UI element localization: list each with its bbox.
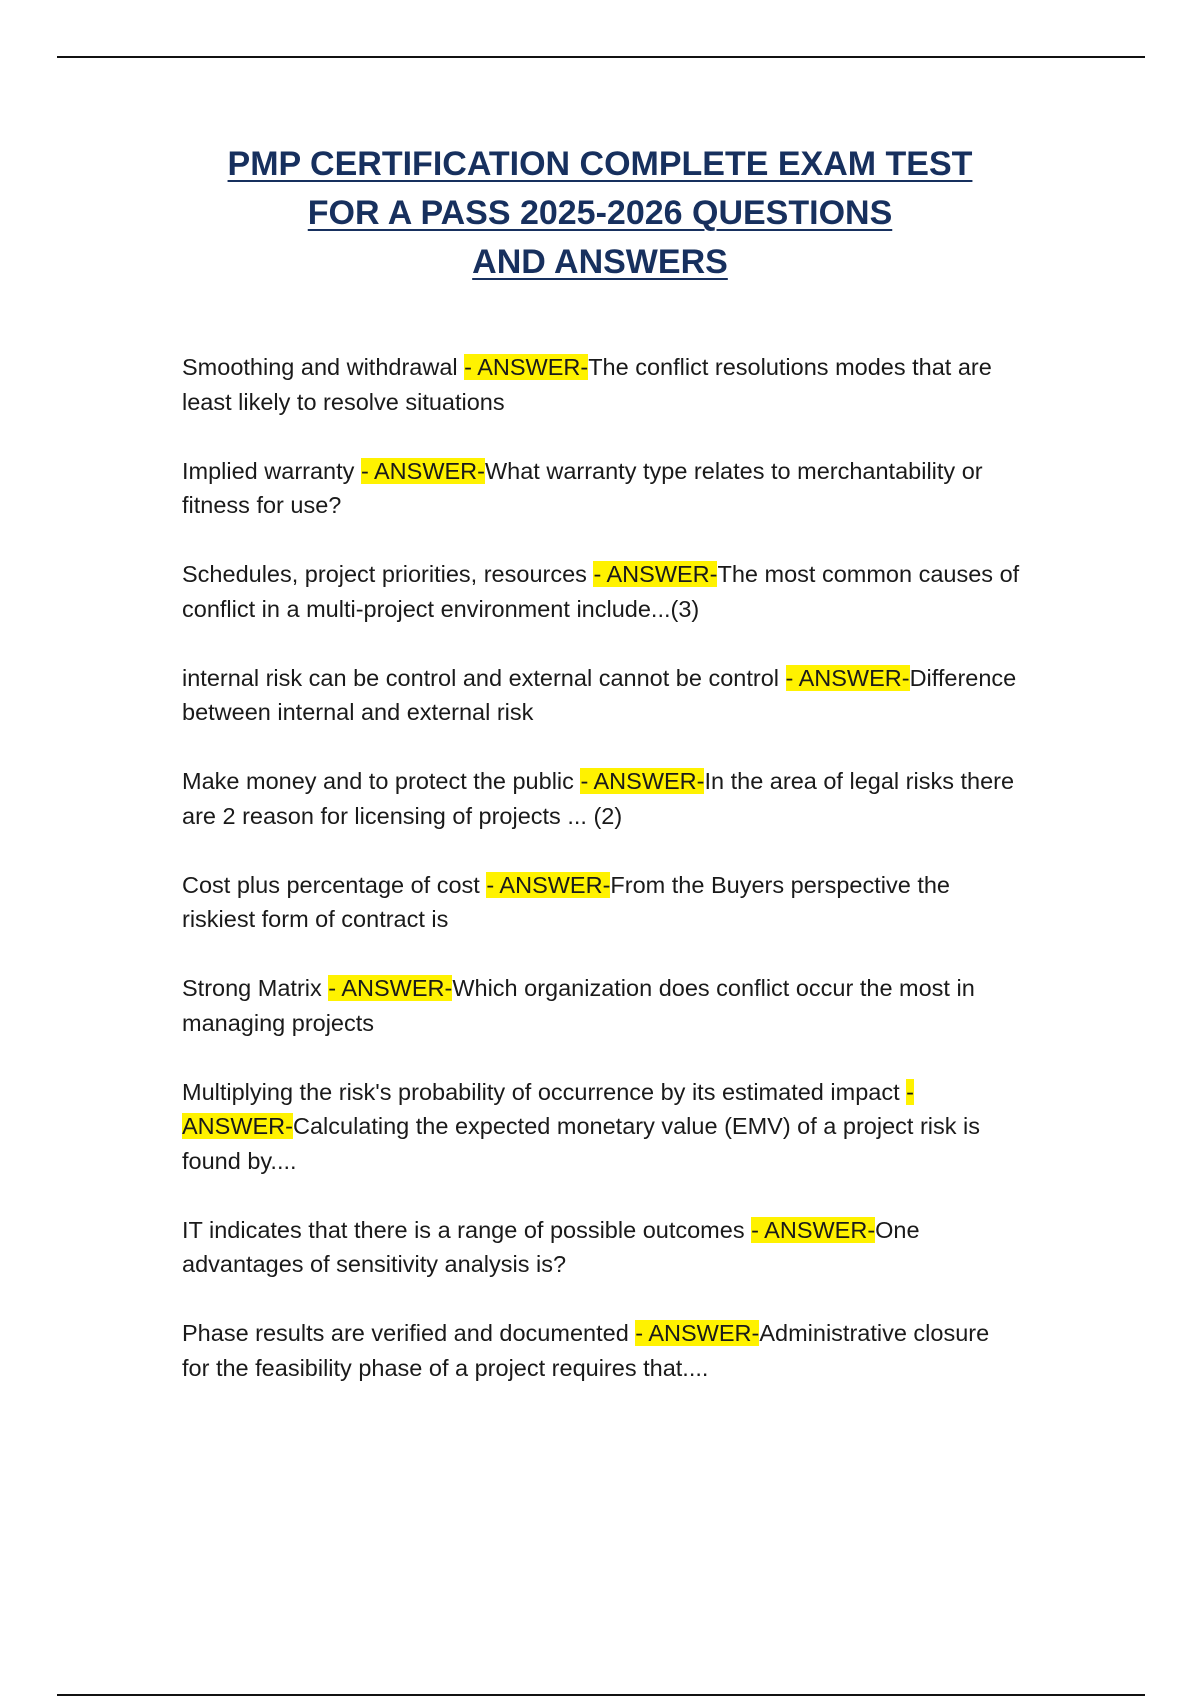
answer-marker: - ANSWER- xyxy=(593,561,718,587)
qa-item xyxy=(182,1316,1022,1385)
answer-text: internal risk can be control and external cannot be control xyxy=(182,664,779,691)
qa-item xyxy=(182,454,1022,523)
qa-item xyxy=(182,971,1022,1040)
question-text: In the area of legal risks there are 2 reason for licensing of projects ... (2) xyxy=(182,768,1015,829)
answer-marker: - ANSWER- xyxy=(182,1078,914,1139)
question-text: Which organization does conflict occur the most in managing projects xyxy=(182,975,975,1036)
question-text: From the Buyers perspective the riskiest form of contract is xyxy=(182,871,950,932)
question-text: Calculating the expected monetary value (EMV) of a project risk is found by.... xyxy=(182,1113,981,1174)
question-text: Difference between internal and external risk xyxy=(182,664,1017,725)
question-text: The conflict resolutions modes that are least likely to resolve situations xyxy=(182,354,992,415)
answer-marker: - ANSWER- xyxy=(486,871,611,898)
question-text: Administrative closure for the feasibility phase of a project requires that.... xyxy=(182,1320,990,1381)
question-text: One advantages of sensitivity analysis is? xyxy=(182,1216,920,1277)
answer-text: Implied warranty xyxy=(182,457,355,484)
answer-text: Cost plus percentage of cost xyxy=(182,871,480,898)
qa-list xyxy=(182,350,1022,1420)
answer-text: Make money and to protect the public xyxy=(182,768,574,794)
qa-item xyxy=(182,350,1022,419)
question-text: What warranty type relates to merchantability or fitness for use? xyxy=(182,457,983,518)
qa-item xyxy=(182,868,1022,937)
top-rule xyxy=(57,56,1145,58)
document-title xyxy=(100,140,1100,287)
answer-text: Phase results are verified and documented xyxy=(182,1320,629,1346)
answer-text: Smoothing and withdrawal xyxy=(182,354,458,380)
answer-marker: - ANSWER- xyxy=(751,1216,876,1243)
title-line-3: AND ANSWERS xyxy=(472,243,728,281)
qa-item xyxy=(182,557,1022,626)
answer-marker: - ANSWER- xyxy=(785,664,910,691)
question-text: The most common causes of conflict in a multi-project environment include...(3) xyxy=(182,561,1020,622)
answer-text: Schedules, project priorities, resources xyxy=(182,561,587,587)
answer-text: Multiplying the risk's probability of occurrence by its estimated impact xyxy=(182,1078,900,1105)
answer-text: IT indicates that there is a range of possible outcomes xyxy=(182,1216,745,1243)
answer-marker: - ANSWER- xyxy=(328,975,453,1001)
qa-item xyxy=(182,1075,1022,1179)
answer-marker: - ANSWER- xyxy=(360,457,485,484)
qa-item xyxy=(182,764,1022,833)
title-line-1: PMP CERTIFICATION COMPLETE EXAM TEST xyxy=(227,145,973,183)
answer-text: Strong Matrix xyxy=(182,975,322,1001)
qa-item xyxy=(182,1213,1022,1282)
answer-marker: - ANSWER- xyxy=(580,768,705,794)
title-line-2: FOR A PASS 2025-2026 QUESTIONS xyxy=(307,194,893,232)
answer-marker: - ANSWER- xyxy=(464,354,589,380)
answer-marker: - ANSWER- xyxy=(635,1320,760,1346)
bottom-rule xyxy=(57,1694,1145,1696)
qa-item xyxy=(182,661,1022,730)
